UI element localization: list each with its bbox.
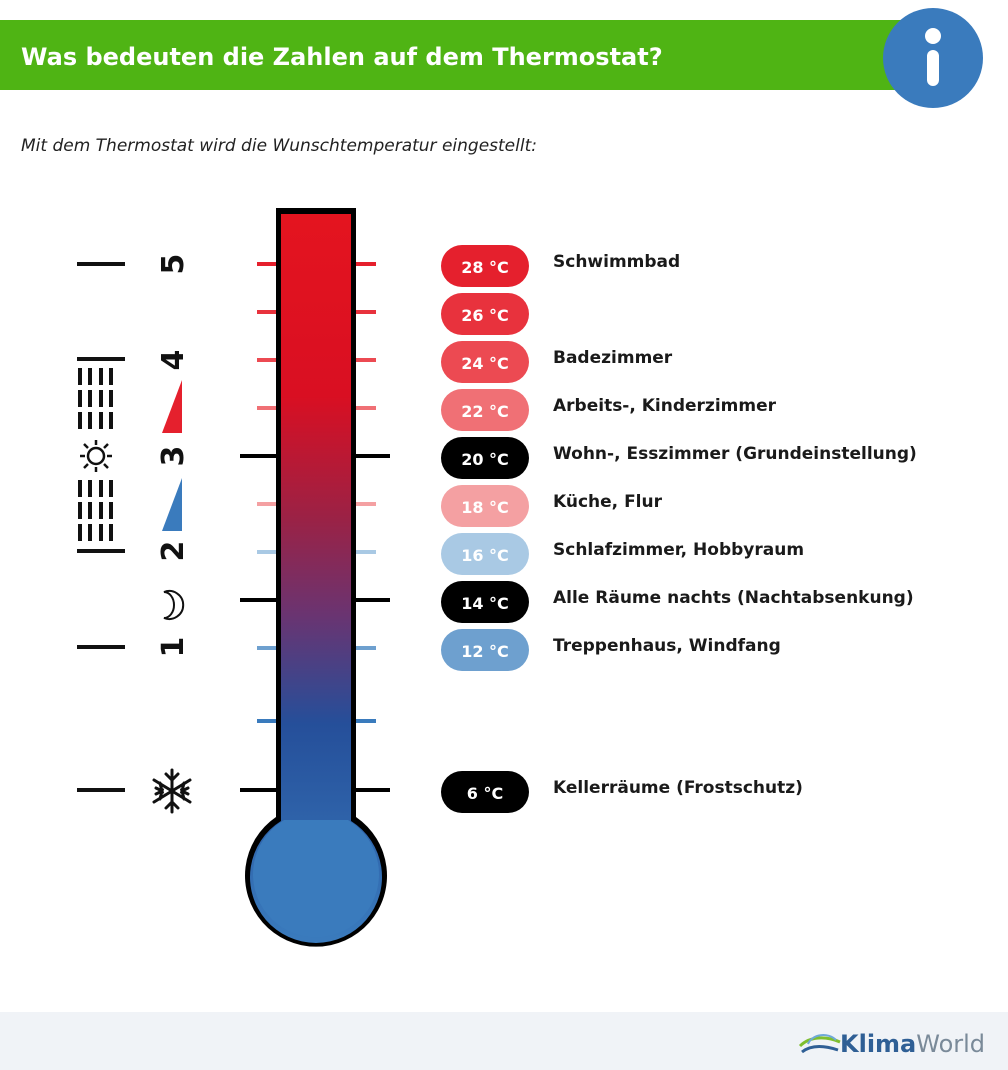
cool-wedge-icon [162, 478, 182, 531]
brand-logo[interactable] [840, 1030, 985, 1058]
brand-bold: Klima [840, 1030, 917, 1058]
warm-wedge-icon [162, 380, 182, 433]
temperature-pill: 20 °C [441, 437, 529, 479]
temperature-pill: 26 °C [441, 293, 529, 335]
temperature-pill: 28 °C [441, 245, 529, 287]
room-label: Treppenhaus, Windfang [553, 636, 781, 656]
room-label: Küche, Flur [553, 492, 662, 512]
temperature-pill: 18 °C [441, 485, 529, 527]
temperature-pill: 12 °C [441, 629, 529, 671]
klimaworld-logo-icon [798, 1024, 842, 1064]
dial-number-5: 5 [156, 253, 191, 275]
page-title: Was bedeuten die Zahlen auf dem Thermostat? [21, 43, 663, 71]
room-label: Schlafzimmer, Hobbyraum [553, 540, 805, 560]
brand-light: World [916, 1030, 986, 1058]
temperature-pill: 24 °C [441, 341, 529, 383]
subtitle: Mit dem Thermostat wird die Wunschtemperatur eingestellt: [21, 136, 537, 156]
moon-icon [164, 591, 183, 619]
dial-ticks [77, 264, 125, 790]
room-label: Schwimmbad [553, 252, 681, 272]
temperature-pill: 6 °C [441, 771, 529, 813]
temperature-pill: 14 °C [441, 581, 529, 623]
room-label: Kellerräume (Frostschutz) [553, 778, 803, 798]
sun-icon [80, 440, 112, 472]
dial-number-3: 3 [156, 445, 191, 467]
thermometer [245, 208, 387, 947]
room-label: Badezimmer [553, 348, 673, 368]
temperature-pill: 16 °C [441, 533, 529, 575]
temperature-pill: 22 °C [441, 389, 529, 431]
snowflake-icon [154, 770, 190, 812]
room-label: Alle Räume nachts (Nachtabsenkung) [553, 588, 914, 608]
room-label: Wohn-, Esszimmer (Grundeinstellung) [553, 444, 917, 464]
dial-number-1: 1 [156, 636, 191, 658]
room-label: Arbeits-, Kinderzimmer [553, 396, 776, 416]
dial-number-2: 2 [156, 540, 191, 562]
dial-number-4: 4 [156, 349, 191, 371]
